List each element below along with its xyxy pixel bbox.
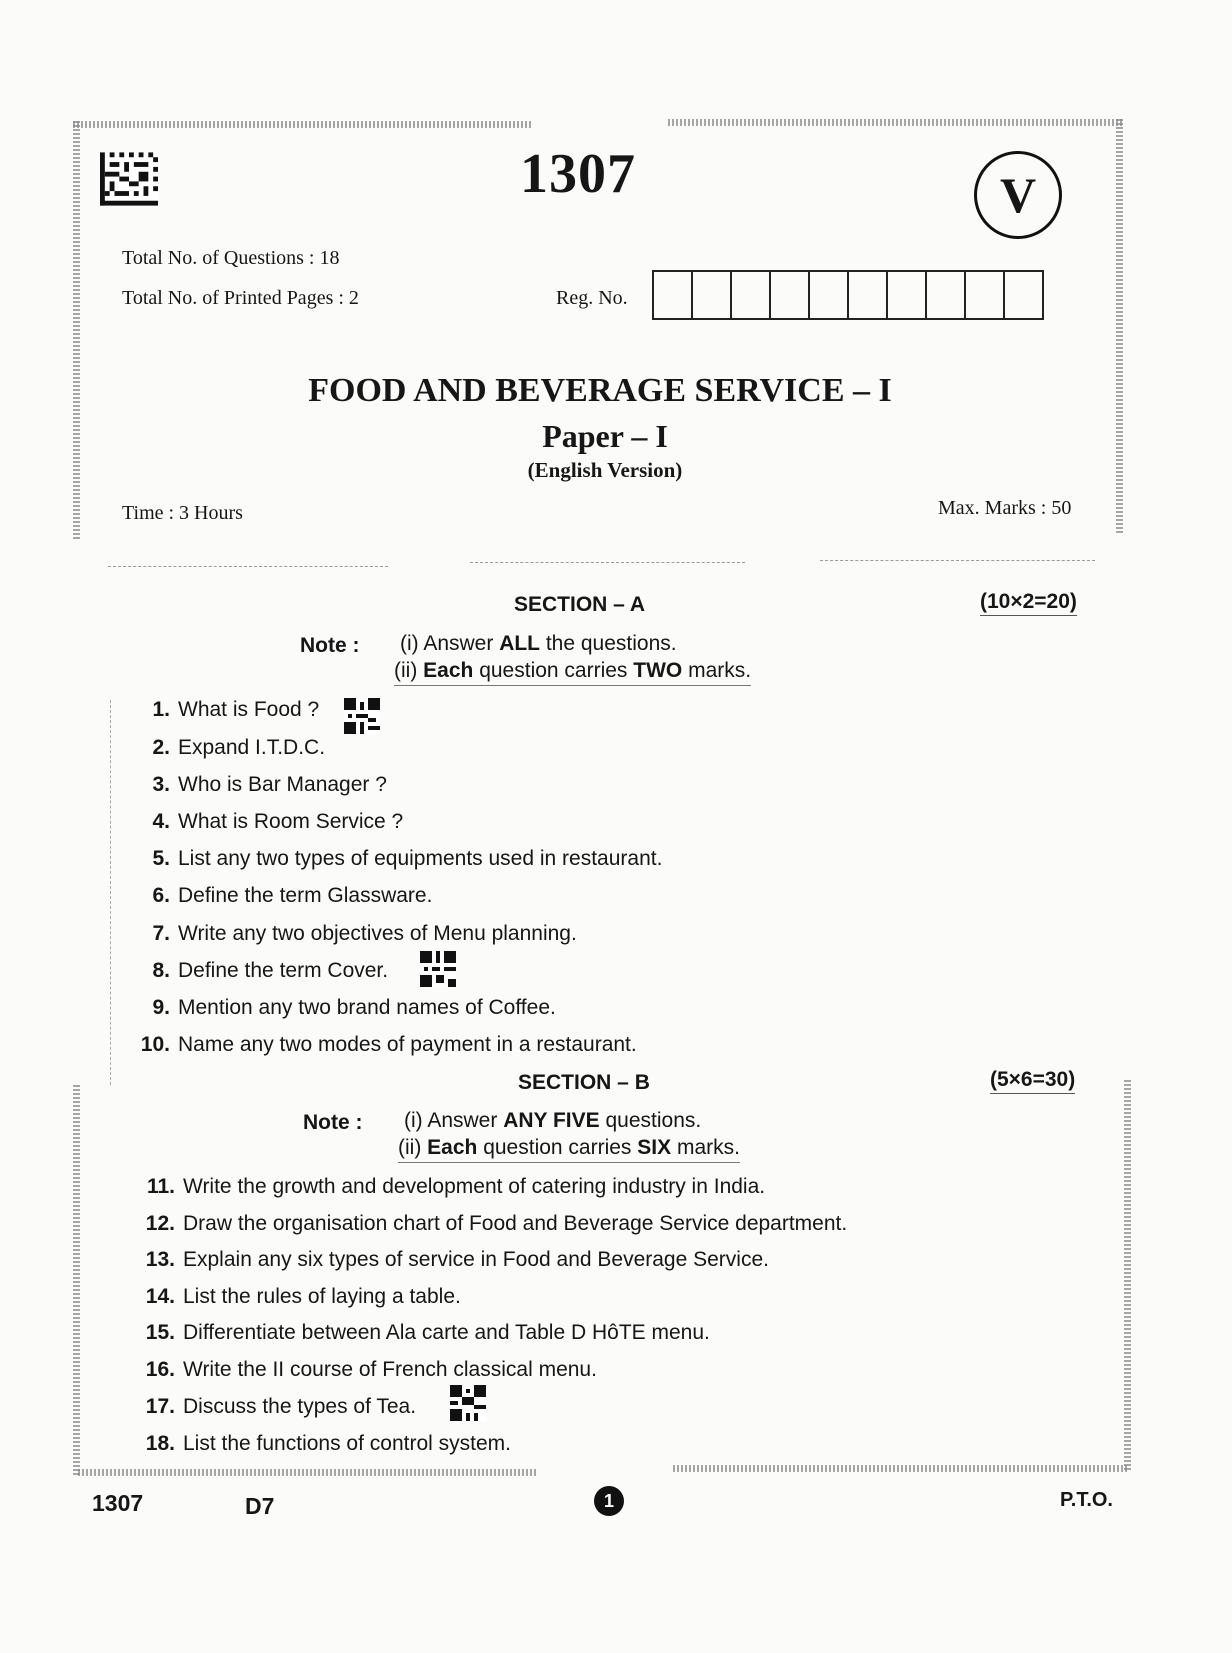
page-number: 1	[603, 1490, 614, 1511]
section-a-heading: SECTION – A	[514, 593, 646, 616]
question-item	[135, 1285, 461, 1309]
section-a-note-1	[400, 632, 677, 656]
question-number: 3.	[152, 773, 170, 796]
reg-no-label: Reg. No.	[556, 287, 628, 309]
question-text: Draw the organisation chart of Food and Beverage Service department.	[183, 1212, 848, 1235]
version-badge	[974, 151, 1062, 239]
question-number: 15.	[145, 1321, 175, 1344]
note-emphasis: ANY FIVE	[503, 1109, 600, 1132]
total-pages: Total No. of Printed Pages : 2	[122, 287, 359, 309]
question-item	[130, 698, 319, 722]
question-text: Expand I.T.D.C.	[178, 736, 326, 759]
paper-number: Paper – I	[542, 418, 668, 454]
question-text: Differentiate between Ala carte and Table D HôTE menu.	[183, 1321, 710, 1344]
version-text: (English Version)	[527, 458, 683, 482]
body-border-right	[1124, 1080, 1131, 1472]
question-number: 18.	[145, 1432, 175, 1455]
section-b-note-1	[404, 1109, 701, 1133]
note-emphasis: Each	[427, 1136, 478, 1159]
exam-title: FOOD AND BEVERAGE SERVICE – I	[308, 372, 892, 409]
question-item	[130, 884, 432, 908]
question-text: Define the term Cover.	[178, 959, 389, 982]
exam-time: Time : 3 Hours	[122, 502, 243, 524]
question-text: Who is Bar Manager ?	[178, 773, 387, 796]
question-item	[130, 810, 403, 834]
body-border-bottom-left	[78, 1469, 538, 1476]
margin-line	[110, 700, 111, 1085]
note-text: (ii)	[394, 659, 424, 682]
question-number: 9.	[152, 996, 170, 1019]
section-b-note-2	[398, 1136, 740, 1163]
separator-line	[820, 560, 1095, 561]
question-item	[130, 736, 325, 760]
question-number: 13.	[145, 1248, 175, 1271]
qr-code	[344, 698, 380, 734]
body-border-bottom-right	[673, 1465, 1128, 1472]
question-number: 8.	[152, 959, 170, 982]
question-number: 2.	[152, 736, 170, 759]
question-number: 17.	[145, 1395, 175, 1418]
qr-code	[420, 951, 456, 987]
version-mark: V	[999, 167, 1037, 223]
note-text: (i) Answer	[404, 1109, 504, 1132]
question-item	[130, 773, 387, 797]
question-number: 5.	[152, 847, 170, 870]
question-item	[130, 922, 577, 946]
question-item	[135, 1321, 710, 1345]
note-text: marks.	[671, 1136, 740, 1159]
question-item	[130, 959, 388, 983]
question-item	[130, 1033, 637, 1057]
section-a-marks: (10×2=20)	[980, 590, 1077, 616]
question-text: Explain any six types of service in Food and Beverage Service.	[183, 1248, 769, 1271]
section-b-marks: (5×6=30)	[990, 1068, 1075, 1094]
separator-line	[108, 566, 388, 567]
question-item	[130, 847, 662, 871]
question-number: 11.	[146, 1175, 175, 1198]
question-text: Write the growth and development of catering industry in India.	[183, 1175, 766, 1198]
question-item	[135, 1212, 847, 1236]
note-emphasis: SIX	[637, 1136, 672, 1159]
note-emphasis: ALL	[499, 632, 541, 655]
question-number: 16.	[145, 1358, 175, 1381]
section-b-note-label: Note :	[303, 1111, 363, 1134]
note-text: question carries	[473, 659, 634, 682]
section-a-note-2	[394, 659, 751, 686]
question-item	[135, 1395, 416, 1419]
total-questions: Total No. of Questions : 18	[122, 247, 340, 269]
qr-code	[450, 1385, 486, 1421]
question-item	[135, 1248, 769, 1272]
section-b-heading: SECTION – B	[518, 1071, 650, 1094]
reg-no-boxes[interactable]	[652, 270, 1044, 320]
note-text: question carries	[477, 1136, 638, 1159]
question-text: Define the term Glassware.	[178, 884, 433, 907]
question-text: What is Food ?	[178, 698, 320, 721]
header-border-top-right	[668, 119, 1123, 126]
max-marks: Max. Marks : 50	[938, 497, 1072, 519]
question-number: 4.	[152, 810, 170, 833]
question-number: 7.	[152, 922, 170, 945]
pto-label: P.T.O.	[1060, 1489, 1113, 1511]
note-text: the questions.	[540, 632, 677, 655]
question-text: List any two types of equipments used in restaurant.	[178, 847, 663, 870]
question-text: Write the II course of French classical menu.	[183, 1358, 597, 1381]
note-text: (ii)	[398, 1136, 428, 1159]
question-text: Discuss the types of Tea.	[183, 1395, 417, 1418]
note-emphasis: TWO	[633, 659, 683, 682]
note-text: (i) Answer	[400, 632, 500, 655]
header-border-top-left	[73, 121, 533, 128]
question-item	[135, 1358, 597, 1382]
question-number: 6.	[152, 884, 170, 907]
paper-code: 1307	[520, 143, 636, 205]
question-text: List the rules of laying a table.	[183, 1285, 461, 1308]
note-text: marks.	[682, 659, 752, 682]
separator-line	[470, 562, 745, 563]
body-border-left	[73, 1085, 80, 1475]
question-number: 1.	[152, 698, 170, 721]
question-item	[135, 1175, 765, 1199]
question-text: Name any two modes of payment in a restaurant.	[178, 1033, 637, 1056]
question-item	[135, 1432, 511, 1456]
question-text: Write any two objectives of Menu planning.	[178, 922, 577, 945]
note-emphasis: Each	[423, 659, 474, 682]
question-number: 14.	[145, 1285, 175, 1308]
question-item	[130, 996, 556, 1020]
question-text: What is Room Service ?	[178, 810, 404, 833]
note-text: questions.	[599, 1109, 702, 1132]
question-number: 10.	[140, 1033, 170, 1056]
page-number-badge	[594, 1486, 624, 1516]
question-text: List the functions of control system.	[183, 1432, 511, 1455]
section-a-note-label: Note :	[300, 634, 360, 657]
datamatrix-code	[100, 152, 158, 206]
question-number: 12.	[145, 1212, 175, 1235]
footer-code: 1307	[92, 1490, 144, 1516]
question-text: Mention any two brand names of Coffee.	[178, 996, 556, 1019]
footer-series: D7	[245, 1493, 275, 1519]
